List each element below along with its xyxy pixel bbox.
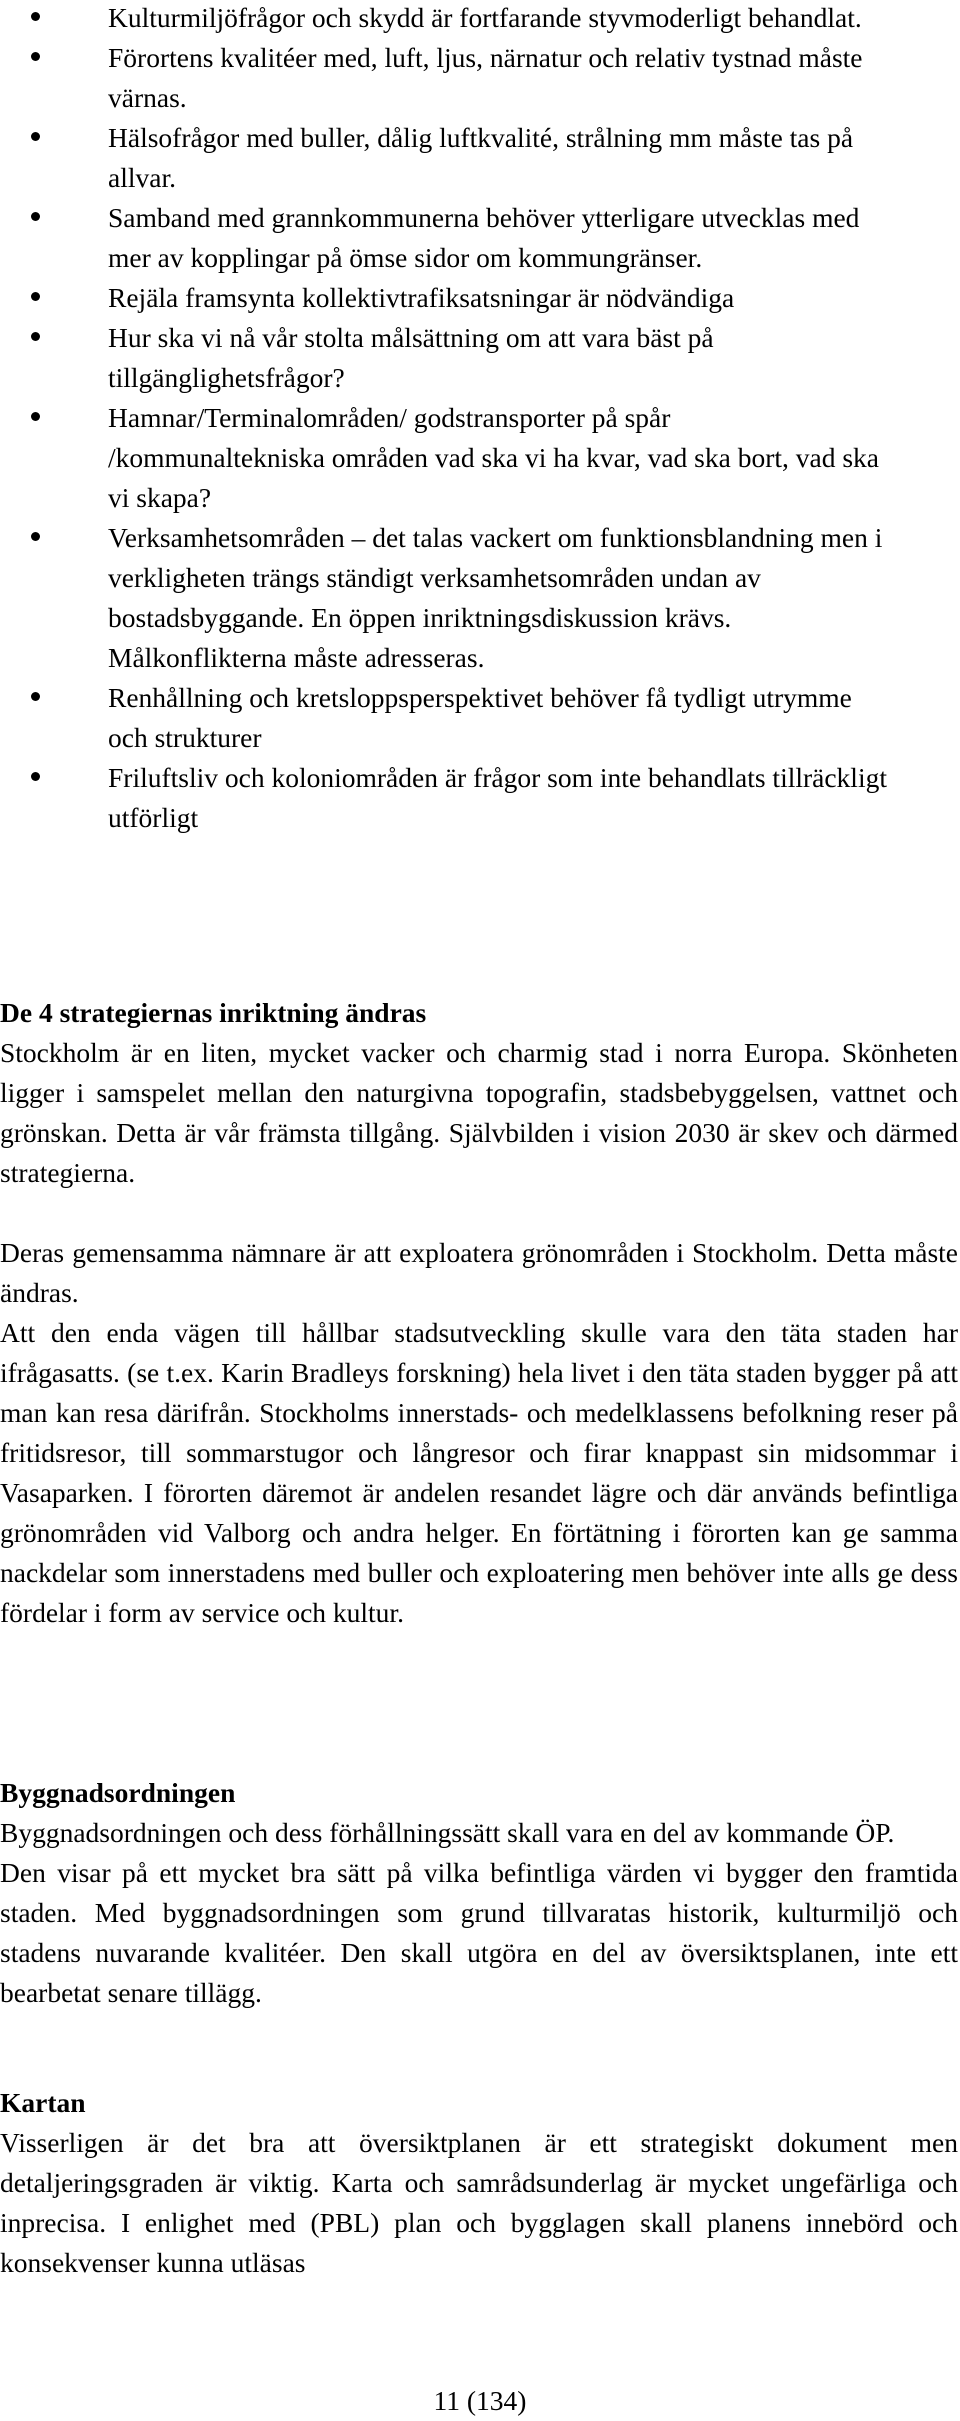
building-paragraph-1: Byggnadsordningen och dess förhållningssätt skall vara en del av kommande ÖP. (0, 1817, 895, 1848)
list-item: Hamnar/Terminalområden/ godstransporter på spår /kommunaltekniska områden vad ska vi ha kvar, vad ska bort, vad ska vi skapa? (0, 398, 888, 518)
list-item: Friluftsliv och koloniområden är frågor som inte behandlats tillräckligt utförligt (0, 758, 888, 838)
building-heading: Byggnadsordningen (0, 1777, 236, 1808)
bullet-icon (31, 212, 40, 221)
bullet-icon (31, 292, 40, 301)
map-paragraph-1: Visserligen är det bra att översiktplanen är ett strategiskt dokument men detaljeringsgraden är viktig. Karta och samrådsunderlag är mycket ungefärliga och inprecisa. I enlighet med (PBL) plan och bygglagen skall planens innebörd och konsekvenser kunna utläsas (0, 2127, 958, 2278)
list-item: Verksamhetsområden – det talas vackert om funktionsblandning men i verkligheten trängs ständigt verksamhetsområden undan av bostadsbyggande. En öppen inriktningsdiskussion krävs. Målkonflikterna måste adresseras. (0, 518, 888, 678)
paragraph-gap (0, 1193, 958, 1233)
bullet-icon (31, 52, 40, 61)
bullet-icon (31, 132, 40, 141)
bullet-icon (31, 692, 40, 701)
bullet-icon (31, 772, 40, 781)
strategies-heading: De 4 strategiernas inriktning ändras (0, 997, 427, 1028)
map-section (0, 2083, 958, 2283)
strategies-paragraph-1: Stockholm är en liten, mycket vacker och charmig stad i norra Europa. Skönheten ligger i samspelet mellan den naturgivna topografin, stadsbebyggelsen, vattnet och grönskan. Detta är vår främsta tillgång. Självbilden i vision 2030 är skev och därmed strategierna. (0, 1037, 958, 1188)
list-item: Hälsofrågor med buller, dålig luftkvalité, strålning mm måste tas på allvar. (0, 118, 888, 198)
strategies-section (0, 993, 958, 1633)
strategies-paragraph-2: Deras gemensamma nämnare är att exploatera grönområden i Stockholm. Detta måste ändras. (0, 1237, 958, 1308)
map-heading: Kartan (0, 2087, 86, 2118)
bullet-icon (31, 412, 40, 421)
list-item: Renhållning och kretsloppsperspektivet behöver få tydligt utrymme och strukturer (0, 678, 888, 758)
building-paragraph-2: Den visar på ett mycket bra sätt på vilka befintliga värden vi bygger den framtida staden. Med byggnadsordningen som grund tillvaratas historik, kulturmiljö och stadens nuvarande kvalitéer. Den skall utgöra en del av översiktsplanen, inte ett bearbetat senare tillägg. (0, 1857, 958, 2008)
list-item: Förortens kvalitéer med, luft, ljus, närnatur och relativ tystnad måste värnas. (0, 38, 888, 118)
page-number: 11 (134) (433, 2385, 527, 2416)
list-item: Samband med grannkommunerna behöver ytterligare utvecklas med mer av kopplingar på ömse sidor om kommungränser. (0, 198, 888, 278)
strategies-paragraph-3: Att den enda vägen till hållbar stadsutveckling skulle vara den täta staden har ifrågasatts. (se t.ex. Karin Bradleys forskning) hela livet i den täta staden bygger på att man kan resa därifrån. Stockholms innerstads- och medelklassens befolkning reser på fritidsresor, till sommarstugor och långresor och firar knappast sin midsommar i Vasaparken. I förorten däremot är andelen resandet lägre och där används befintliga grönområden vid Valborg och andra helger. En förtätning i förorten kan ge samma nackdelar som innerstadens med buller och exploatering men behöver inte alls ge dess fördelar i form av service och kultur. (0, 1317, 958, 1628)
list-item: Kulturmiljöfrågor och skydd är fortfarande styvmoderligt behandlat. (0, 0, 888, 38)
list-item: Rejäla framsynta kollektivtrafiksatsningar är nödvändiga (0, 278, 888, 318)
building-section (0, 1773, 958, 2013)
concerns-bullet-list (0, 0, 960, 838)
bullet-icon (31, 532, 40, 541)
bullet-icon (31, 12, 40, 21)
bullet-icon (31, 332, 40, 341)
list-item: Hur ska vi nå vår stolta målsättning om att vara bäst på tillgänglighetsfrågor? (0, 318, 888, 398)
